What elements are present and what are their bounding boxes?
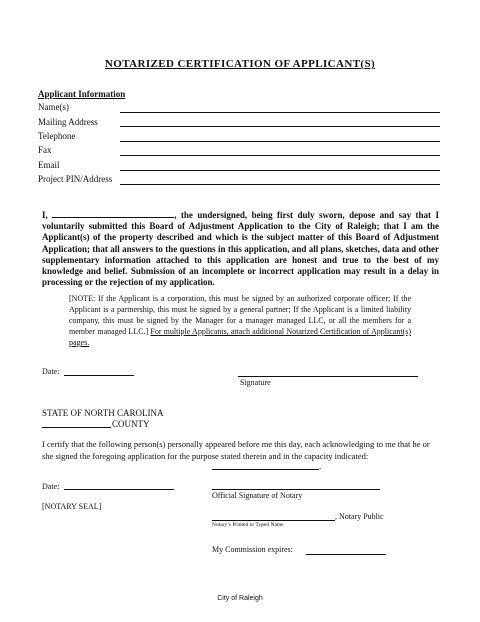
printed-name-label: Notary’s Printed or Typed Name [212,522,284,528]
statement-period: . [319,461,322,471]
field-label-telephone: Telephone [38,131,76,141]
field-label-project-pin: Project PIN/Address [38,174,113,184]
project-pin-field[interactable] [120,184,440,185]
commission-line[interactable] [306,554,386,555]
footer-city: City of Raleigh [217,595,263,602]
mailing-address-field[interactable] [120,126,440,127]
fax-field[interactable] [120,155,440,156]
email-field[interactable] [120,170,440,171]
note-multiple-applicants: For multiple Applicants, attach additional Notarized Certification of Applicant(s) pages. [69,327,412,347]
field-label-names: Name(s) [38,102,69,112]
county-label: COUNTY [112,419,150,429]
notary-public-label: , Notary Public [335,512,384,521]
notary-date-line[interactable] [64,489,174,490]
field-label-email: Email [38,160,60,170]
notary-seal-label: [NOTARY SEAL] [42,502,102,511]
document-title: NOTARIZED CERTIFICATION OF APPLICANT(S) [104,58,376,70]
notary-date-label: Date: [42,482,60,491]
commission-label: My Commission expires: [212,545,293,554]
names-field[interactable] [120,112,440,113]
certification-text: , the undersigned, being first duly sworn, depose and say that I voluntarily submitted this Board of Adjustment Application to the City of Raleigh; that I am the Applicant(s) of the property described and which is the subject matter of this Board of Adjustment Application; that all answers to the questions in this application, and all plans, sketches, data and other supplementary information attached to this application are honest and true to the best of my knowledge and belief. Submission of an incomplete or incorrect application may result in a delay in processing or the rejection of my application. [42,210,439,288]
certification-lead: I, [42,210,48,220]
notary-name-line[interactable] [212,520,335,521]
applicant-name-blank[interactable] [52,209,174,218]
telephone-field[interactable] [120,141,440,142]
state-label: STATE OF NORTH CAROLINA [42,408,164,418]
note-paragraph [69,293,411,348]
signature-label: Signature [240,378,271,387]
certification-paragraph [42,209,439,288]
official-signature-label: Official Signature of Notary [212,491,303,500]
signature-line[interactable] [238,376,418,377]
date-label: Date: [42,367,60,376]
notary-signature-line[interactable] [212,489,380,490]
applicant-info-heading: Applicant Information [38,89,126,99]
notary-statement: I certify that the following person(s) personally appeared before me this day, each acknowledging to me that he or she signed the foregoing application for the purpose stated therein and in the capacity indicated: [42,439,430,461]
date-line[interactable] [64,375,134,376]
statement-line[interactable] [212,469,319,470]
field-label-mailing-address: Mailing Address [38,117,98,127]
county-line[interactable] [42,427,111,428]
note-text: [NOTE: If the Applicant is a corporation, this must be signed by an authorized corporate officer; If the Applicant is a partnership, this must be signed by a general partner; If the Applicant is a limited liability company, this must be signed by the Manager for a manager managed LLC, or all the members for a member managed LLC.] [69,294,411,336]
field-label-fax: Fax [38,145,52,155]
